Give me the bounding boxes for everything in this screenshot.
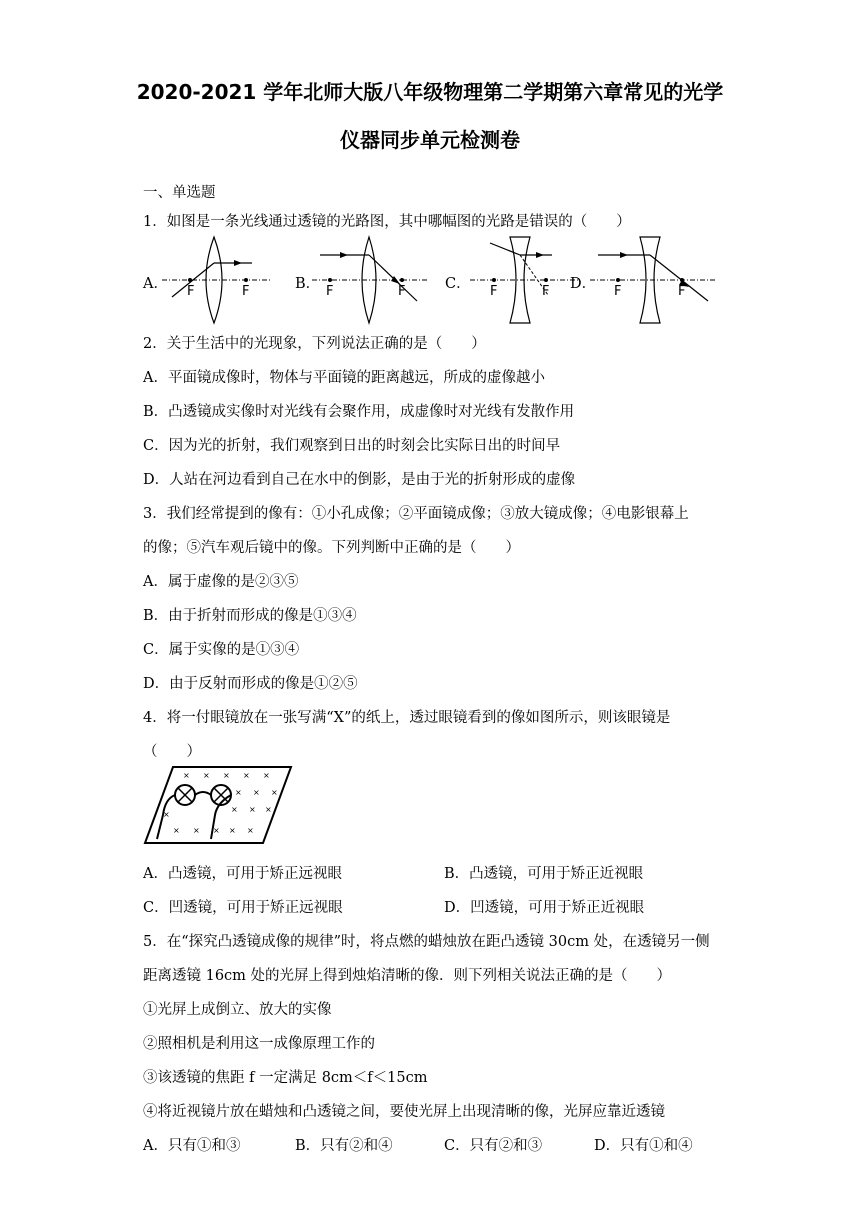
svg-text:×: × bbox=[247, 826, 254, 835]
q4-option-b: B．凸透镜，可用于矫正近视眼 bbox=[444, 866, 644, 882]
q4-option-c: C．凹透镜，可用于矫正远视眼 bbox=[143, 900, 343, 916]
svg-text:×: × bbox=[231, 805, 238, 814]
q5-statement-4: ④将近视镜片放在蜡烛和凸透镜之间，要使光屏上出现清晰的像，光屏应靠近透镜 bbox=[143, 1104, 665, 1120]
svg-text:×: × bbox=[163, 810, 170, 819]
q4-glasses-on-paper-figure bbox=[143, 765, 293, 845]
q1-figure-d-concave-lens bbox=[590, 235, 715, 325]
question-3-stem-line2: 的像；⑤汽车观后镜中的像。下列判断中正确的是（ ） bbox=[143, 540, 520, 556]
q3-option-c: C．属于实像的是①③④ bbox=[143, 642, 300, 658]
q1-figure-b-convex-lens bbox=[312, 235, 427, 325]
svg-text:×: × bbox=[193, 826, 200, 835]
q1-a-focus-right: F bbox=[242, 284, 250, 299]
svg-text:×: × bbox=[223, 771, 230, 780]
svg-text:×: × bbox=[265, 805, 272, 814]
question-3-stem-line1: 3．我们经常提到的像有：①小孔成像；②平面镜成像；③放大镜成像；④电影银幕上 bbox=[143, 506, 689, 522]
svg-text:×: × bbox=[253, 788, 260, 797]
svg-text:×: × bbox=[229, 826, 236, 835]
svg-text:×: × bbox=[263, 771, 270, 780]
q1-figure-c-label: C． bbox=[445, 276, 471, 292]
question-4-stem-line1: 4．将一付眼镜放在一张写满“X”的纸上，透过眼镜看到的像如图所示，则该眼镜是 bbox=[143, 710, 671, 726]
q1-b-focus-right: F bbox=[398, 284, 406, 299]
q2-option-a: A．平面镜成像时，物体与平面镜的距离越远，所成的虚像越小 bbox=[143, 370, 545, 386]
q1-b-focus-left: F bbox=[326, 284, 334, 299]
svg-text:×: × bbox=[183, 771, 190, 780]
q1-c-focus-right: F bbox=[542, 284, 550, 299]
q3-option-a: A．属于虚像的是②③⑤ bbox=[143, 574, 299, 590]
q1-a-focus-left: F bbox=[187, 284, 195, 299]
q3-option-b: B．由于折射而形成的像是①③④ bbox=[143, 608, 357, 624]
svg-text:×: × bbox=[173, 826, 180, 835]
q1-figure-a-convex-lens bbox=[162, 235, 272, 325]
q5-option-c: C．只有②和③ bbox=[444, 1138, 543, 1154]
q2-option-d: D．人站在河边看到自己在水中的倒影，是由于光的折射形成的虚像 bbox=[143, 472, 576, 488]
q5-option-d: D．只有①和④ bbox=[594, 1138, 693, 1154]
svg-text:×: × bbox=[235, 788, 242, 797]
q4-option-d: D．凹透镜，可用于矫正近视眼 bbox=[444, 900, 645, 916]
svg-text:×: × bbox=[203, 771, 210, 780]
q5-statement-1: ①光屏上成倒立、放大的实像 bbox=[143, 1002, 332, 1018]
q1-figure-a-label: A． bbox=[143, 276, 168, 292]
doc-title-line2: 仪器同步单元检测卷 bbox=[340, 128, 520, 152]
q3-option-d: D．由于反射而形成的像是①②⑤ bbox=[143, 676, 358, 692]
q4-option-a: A．凸透镜，可用于矫正远视眼 bbox=[143, 866, 342, 882]
svg-text:×: × bbox=[271, 788, 278, 797]
svg-text:×: × bbox=[213, 826, 220, 835]
question-2-stem: 2．关于生活中的光现象，下列说法正确的是（ ） bbox=[143, 336, 486, 352]
question-5-stem-line2: 距离透镜 16cm 处的光屏上得到烛焰清晰的像．则下列相关说法正确的是（ ） bbox=[143, 968, 672, 984]
q1-figure-d-label: D． bbox=[570, 276, 597, 292]
q2-option-c: C．因为光的折射，我们观察到日出的时刻会比实际日出的时间早 bbox=[143, 438, 561, 454]
svg-text:×: × bbox=[249, 805, 256, 814]
q1-figure-c-concave-lens bbox=[470, 235, 580, 325]
q5-statement-2: ②照相机是利用这一成像原理工作的 bbox=[143, 1036, 375, 1052]
q5-statement-3: ③该透镜的焦距 f 一定满足 8cm＜f＜15cm bbox=[143, 1070, 428, 1086]
question-1-stem: 1．如图是一条光线通过透镜的光路图，其中哪幅图的光路是错误的（ ） bbox=[143, 214, 631, 230]
q1-d-focus-left: F bbox=[614, 284, 622, 299]
doc-title-line1: 2020-2021 学年北师大版八年级物理第二学期第六章常见的光学 bbox=[136, 80, 724, 104]
svg-text:×: × bbox=[243, 771, 250, 780]
question-5-stem-line1: 5．在“探究凸透镜成像的规律”时，将点燃的蜡烛放在距凸透镜 30cm 处，在透镜另一侧 bbox=[143, 934, 710, 950]
q2-option-b: B．凸透镜成实像时对光线有会聚作用，成虚像时对光线有发散作用 bbox=[143, 404, 575, 420]
q1-d-focus-right: F bbox=[678, 284, 686, 299]
question-4-stem-line2: （ ） bbox=[143, 744, 201, 760]
q1-c-focus-left: F bbox=[490, 284, 498, 299]
section-heading: 一、单选题 bbox=[143, 185, 216, 201]
q1-figure-b-label: B． bbox=[295, 276, 321, 292]
q5-option-a: A．只有①和③ bbox=[143, 1138, 241, 1154]
q5-option-b: B．只有②和④ bbox=[295, 1138, 393, 1154]
